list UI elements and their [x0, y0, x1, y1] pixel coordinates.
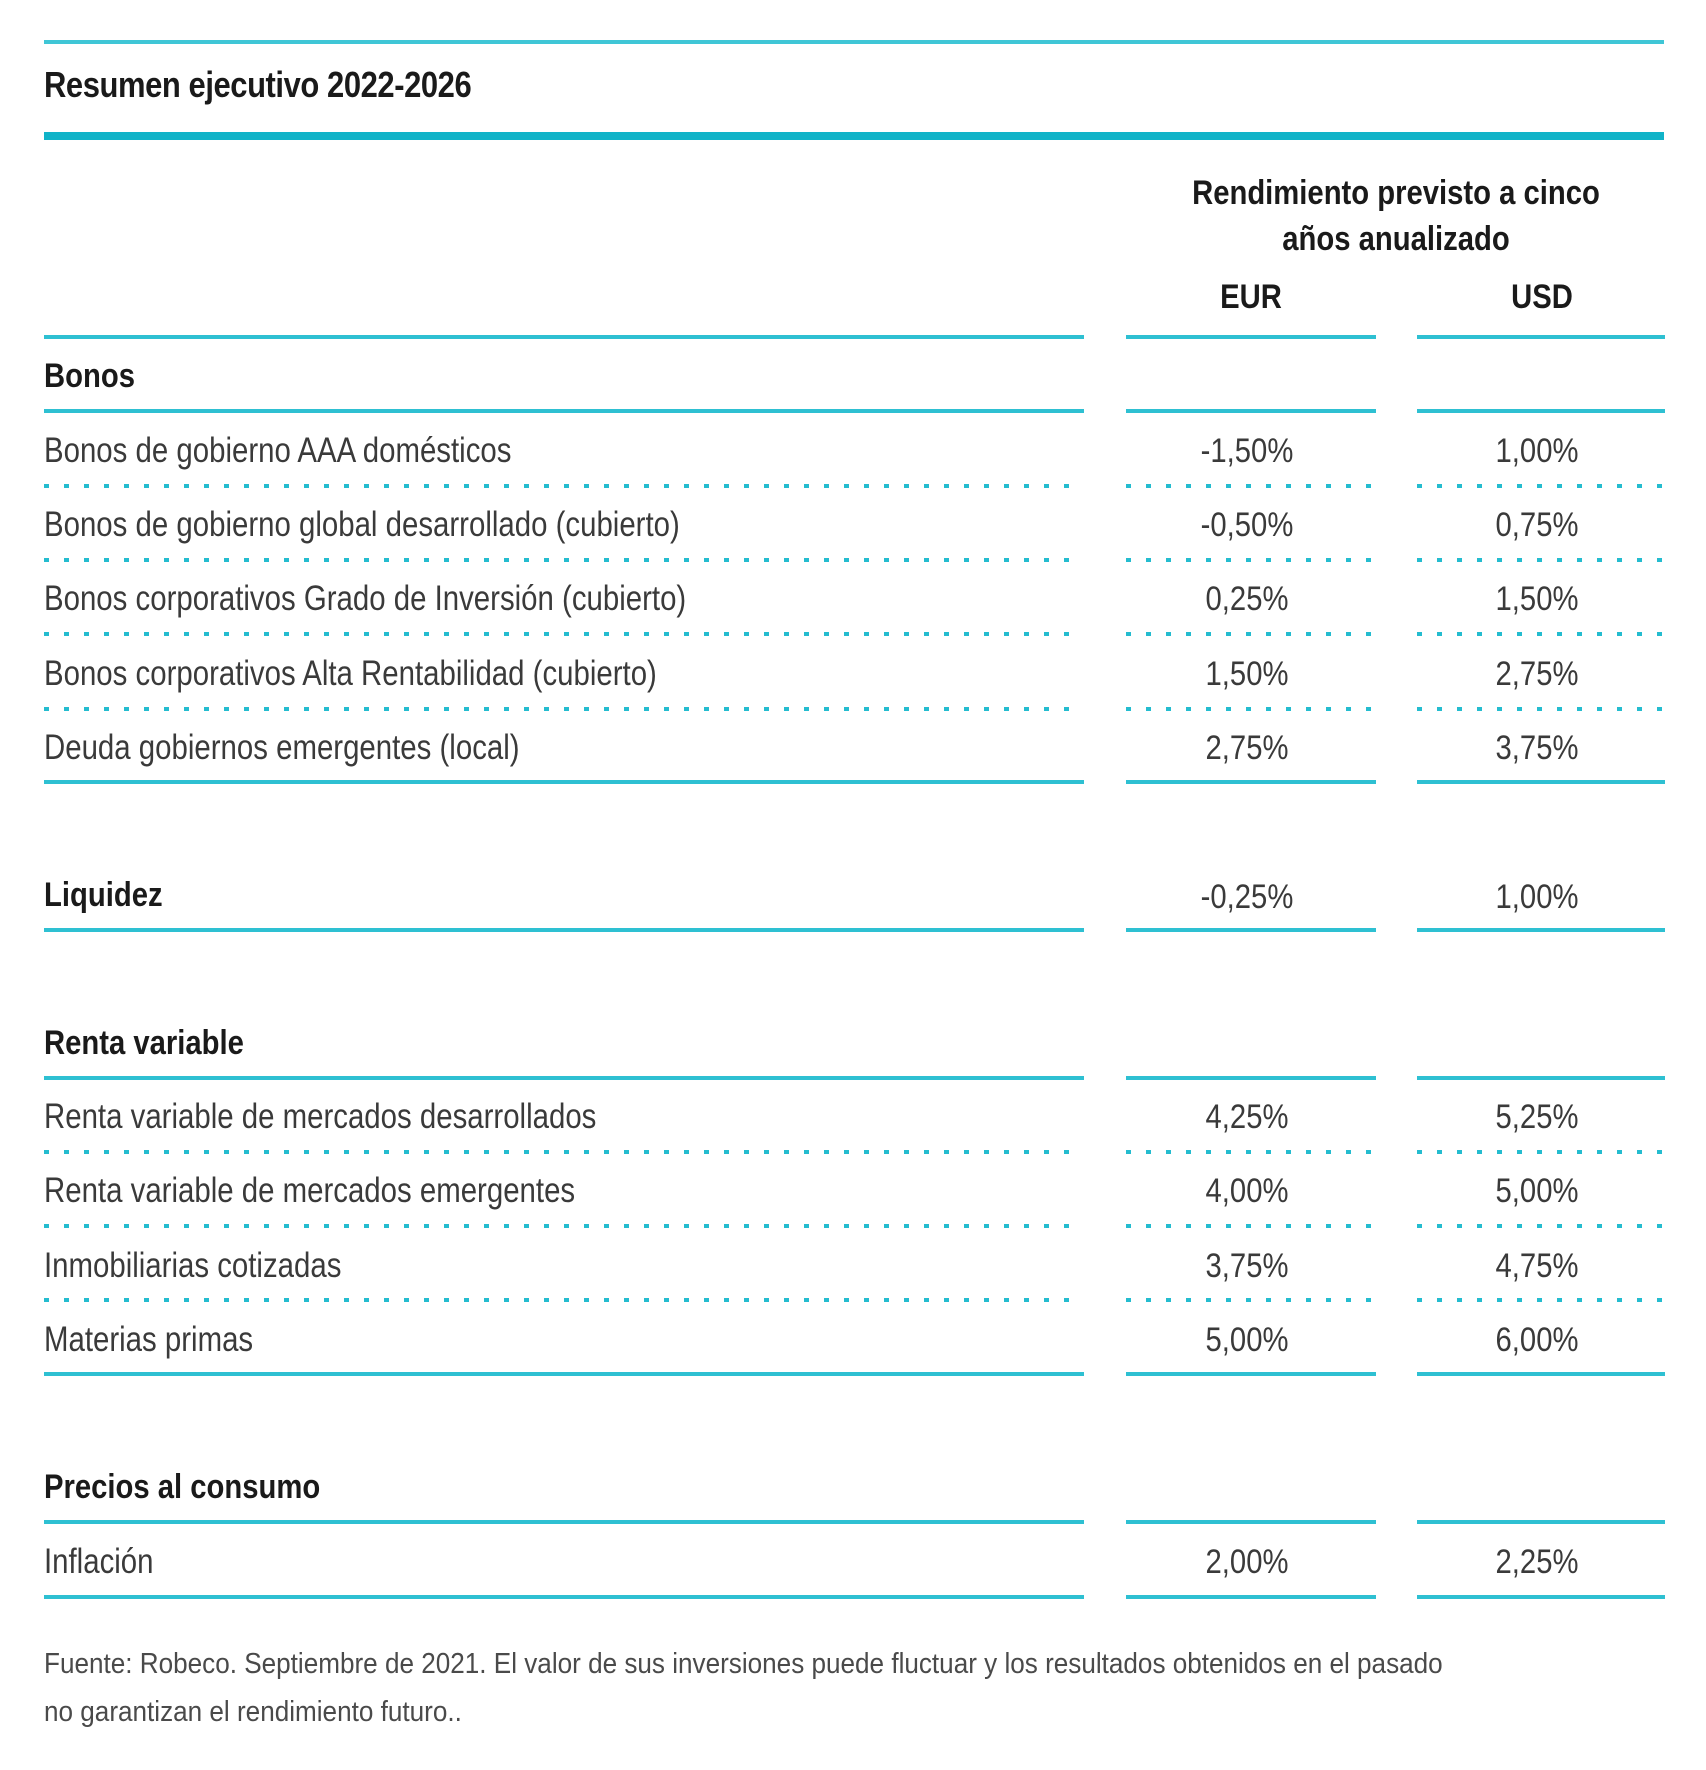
section-end-rule: [1417, 928, 1665, 932]
column-header-usd: USD: [1511, 278, 1573, 316]
row-label: Bonos corporativos Grado de Inversión (cubierto): [44, 579, 687, 618]
column-header-eur: EUR: [1220, 278, 1282, 316]
section-rule: [1417, 409, 1665, 413]
value-eur: -0,25%: [1200, 878, 1294, 916]
title-rule: [44, 132, 1664, 140]
section-end-rule: [1126, 780, 1376, 784]
value-usd: 2,25%: [1495, 1543, 1579, 1581]
section-end-rule: [1126, 1595, 1376, 1599]
row-label: Bonos corporativos Alta Rentabilidad (cubierto): [44, 654, 657, 693]
value-eur: -0,50%: [1200, 506, 1294, 544]
value-eur: 2,75%: [1205, 729, 1289, 767]
header-rule: [1126, 335, 1376, 339]
header-rule: [1417, 335, 1665, 339]
section-end-rule: [1417, 780, 1665, 784]
row-divider: [44, 484, 1084, 488]
row-divider: [1417, 1298, 1665, 1302]
value-eur: 4,25%: [1205, 1098, 1289, 1136]
row-divider: [44, 1150, 1084, 1154]
row-label: Renta variable de mercados emergentes: [44, 1171, 576, 1210]
value-eur: 3,75%: [1205, 1247, 1289, 1285]
row-divider: [1417, 632, 1665, 636]
value-eur: 1,50%: [1205, 655, 1289, 693]
row-label: Deuda gobiernos emergentes (local): [44, 728, 520, 767]
row-divider: [1126, 707, 1376, 711]
section-end-rule: [44, 780, 1084, 784]
source-footnote: Fuente: Robeco. Septiembre de 2021. El valor de sus inversiones puede fluctuar y los resultados obtenidos en el pasado no garantizan el rendimiento futuro..: [44, 1648, 1443, 1728]
value-usd: 2,75%: [1495, 655, 1579, 693]
section-end-rule: [1126, 928, 1376, 932]
section-end-rule: [1417, 1372, 1665, 1376]
header-rule: [44, 335, 1084, 339]
value-usd: 1,50%: [1495, 580, 1579, 618]
value-usd: 5,25%: [1495, 1098, 1579, 1136]
value-usd: 0,75%: [1495, 506, 1579, 544]
row-divider: [44, 632, 1084, 636]
section-renta-variable: Renta variable: [44, 1024, 244, 1062]
value-usd: 5,00%: [1495, 1172, 1579, 1210]
section-rule: [44, 1076, 1084, 1080]
row-divider: [44, 1224, 1084, 1228]
column-group-header: Rendimiento previsto a cinco años anualizado: [1192, 174, 1600, 258]
row-label: Materias primas: [44, 1320, 254, 1359]
row-divider: [44, 558, 1084, 562]
row-divider: [1126, 1224, 1376, 1228]
section-end-rule: [44, 1372, 1084, 1376]
section-rule: [44, 1520, 1084, 1524]
value-usd: 3,75%: [1495, 729, 1579, 767]
section-rule: [1417, 1076, 1665, 1080]
row-label: Bonos de gobierno global desarrollado (cubierto): [44, 505, 680, 544]
value-eur: 4,00%: [1205, 1172, 1289, 1210]
row-divider: [44, 707, 1084, 711]
page-title: Resumen ejecutivo 2022-2026: [44, 64, 472, 105]
row-divider: [1417, 1224, 1665, 1228]
value-eur: 5,00%: [1205, 1321, 1289, 1359]
section-bonos: Bonos: [44, 357, 135, 395]
section-end-rule: [1417, 1595, 1665, 1599]
row-divider: [1417, 484, 1665, 488]
row-divider: [1126, 558, 1376, 562]
row-divider: [1417, 707, 1665, 711]
section-rule: [1126, 409, 1376, 413]
row-divider: [1126, 484, 1376, 488]
section-end-rule: [1126, 1372, 1376, 1376]
row-label: Bonos de gobierno AAA domésticos: [44, 431, 512, 470]
section-rule: [1417, 1520, 1665, 1524]
row-label: Inflación: [44, 1542, 154, 1581]
row-divider: [1126, 1298, 1376, 1302]
row-label: Renta variable de mercados desarrollados: [44, 1097, 597, 1136]
row-divider: [1417, 1150, 1665, 1154]
section-precios-al-consumo: Precios al consumo: [44, 1468, 321, 1506]
value-usd: 1,00%: [1495, 432, 1579, 470]
section-rule: [1126, 1520, 1376, 1524]
section-rule: [1126, 1076, 1376, 1080]
value-eur: 2,00%: [1205, 1543, 1289, 1581]
value-usd: 4,75%: [1495, 1247, 1579, 1285]
row-divider: [1417, 558, 1665, 562]
section-liquidez: Liquidez: [44, 876, 163, 914]
row-divider: [1126, 1150, 1376, 1154]
section-rule: [44, 409, 1084, 413]
value-eur: -1,50%: [1200, 432, 1294, 470]
row-divider: [1126, 632, 1376, 636]
section-end-rule: [44, 928, 1084, 932]
value-usd: 6,00%: [1495, 1321, 1579, 1359]
section-end-rule: [44, 1595, 1084, 1599]
row-label: Inmobiliarias cotizadas: [44, 1246, 342, 1285]
top-rule: [44, 40, 1664, 44]
value-eur: 0,25%: [1205, 580, 1289, 618]
row-divider: [44, 1298, 1084, 1302]
value-usd: 1,00%: [1495, 878, 1579, 916]
